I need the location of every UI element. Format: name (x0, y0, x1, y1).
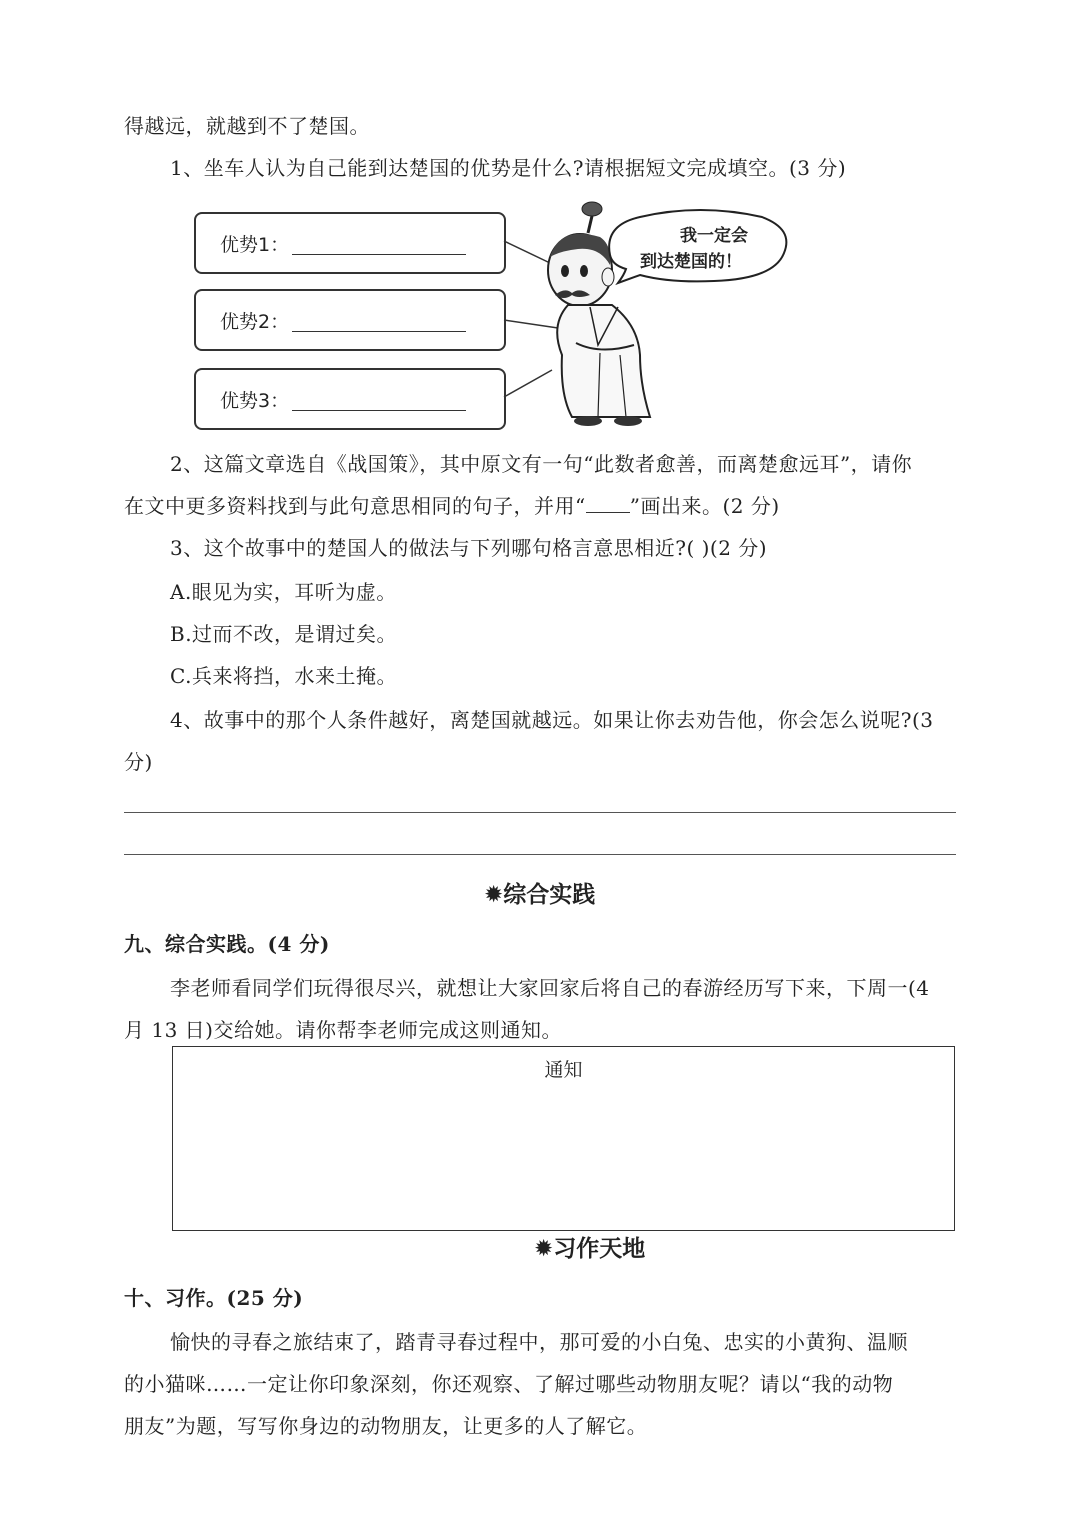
section-9-para-2: 月 13 日)交给她。请你帮李老师完成这则通知。 (124, 1018, 562, 1042)
section-9-para-1: 李老师看同学们玩得很尽兴，就想让大家回家后将自己的春游经历写下来，下周一(4 (170, 976, 930, 1000)
question-3: 3、这个故事中的楚国人的做法与下列哪句格言意思相近?( )(2 分) (170, 536, 768, 560)
section-title-practice: ✹综合实践 (484, 882, 596, 908)
robe (557, 305, 650, 417)
connector-line-2 (504, 320, 558, 328)
question-4-line-2: 分) (124, 750, 153, 774)
advantage-label-2: 优势2： (220, 311, 290, 333)
connector-line-1 (504, 241, 550, 263)
question-4-line-1: 4、故事中的那个人条件越好，离楚国就越远。如果让你去劝告他，你会怎么说呢?(3 (170, 708, 934, 732)
section-10-para-2: 的小猫咪……一定让你印象深刻，你还观察、了解过哪些动物朋友呢？请以“我的动物 (124, 1372, 894, 1396)
notice-title: 通知 (544, 1059, 583, 1081)
speech-bubble (609, 210, 786, 283)
section-10-heading: 十、习作。(25 分) (124, 1286, 304, 1310)
advantage-box-1 (194, 212, 506, 274)
advantage-blank-1[interactable] (292, 254, 466, 255)
question-2-text-a: 在文中更多资料找到与此句意思相同的句子，并用“ (124, 494, 586, 518)
character-illustration (500, 195, 800, 440)
answer-line-2[interactable] (124, 854, 956, 855)
underline-sample (586, 494, 630, 513)
section-title-writing: ✹习作天地 (534, 1236, 646, 1262)
section-10-para-1: 愉快的寻春之旅结束了，踏青寻春过程中，那可爱的小白兔、忠实的小黄狗、温顺 (170, 1330, 908, 1354)
question-2-line-1: 2、这篇文章选自《战国策》，其中原文有一句“此数者愈善，而离楚愈远耳”，请你 (170, 452, 913, 476)
section-9-heading: 九、综合实践。(4 分) (124, 932, 330, 956)
speech-line-2: 到达楚国的！ (640, 252, 742, 272)
notice-box[interactable] (172, 1046, 955, 1231)
answer-line-1[interactable] (124, 812, 956, 813)
passage-text: 得越远，就越到不了楚国。 (124, 114, 370, 138)
question-1: 1、坐车人认为自己能到达楚国的优势是什么?请根据短文完成填空。(3 分) (170, 156, 847, 180)
advantage-box-3 (194, 368, 506, 430)
advantage-blank-3[interactable] (292, 410, 466, 411)
question-2-text-b: ”画出来。(2 分) (629, 494, 780, 518)
option-c: C.兵来将挡，水来土掩。 (170, 664, 397, 688)
option-b: B.过而不改，是谓过矣。 (170, 622, 398, 646)
advantage-label-3: 优势3： (220, 390, 290, 412)
advantage-box-2 (194, 289, 506, 351)
section-10-para-3: 朋友”为题，写写你身边的动物朋友，让更多的人了解它。 (124, 1414, 648, 1438)
question-2-line-2 (124, 492, 780, 520)
speech-line-1: 我一定会 (680, 226, 748, 246)
hair-bun (582, 202, 602, 216)
connector-line-3 (504, 370, 552, 397)
advantage-blank-2[interactable] (292, 331, 466, 332)
option-a: A.眼见为实，耳听为虚。 (170, 580, 397, 604)
advantage-label-1: 优势1： (220, 234, 290, 256)
